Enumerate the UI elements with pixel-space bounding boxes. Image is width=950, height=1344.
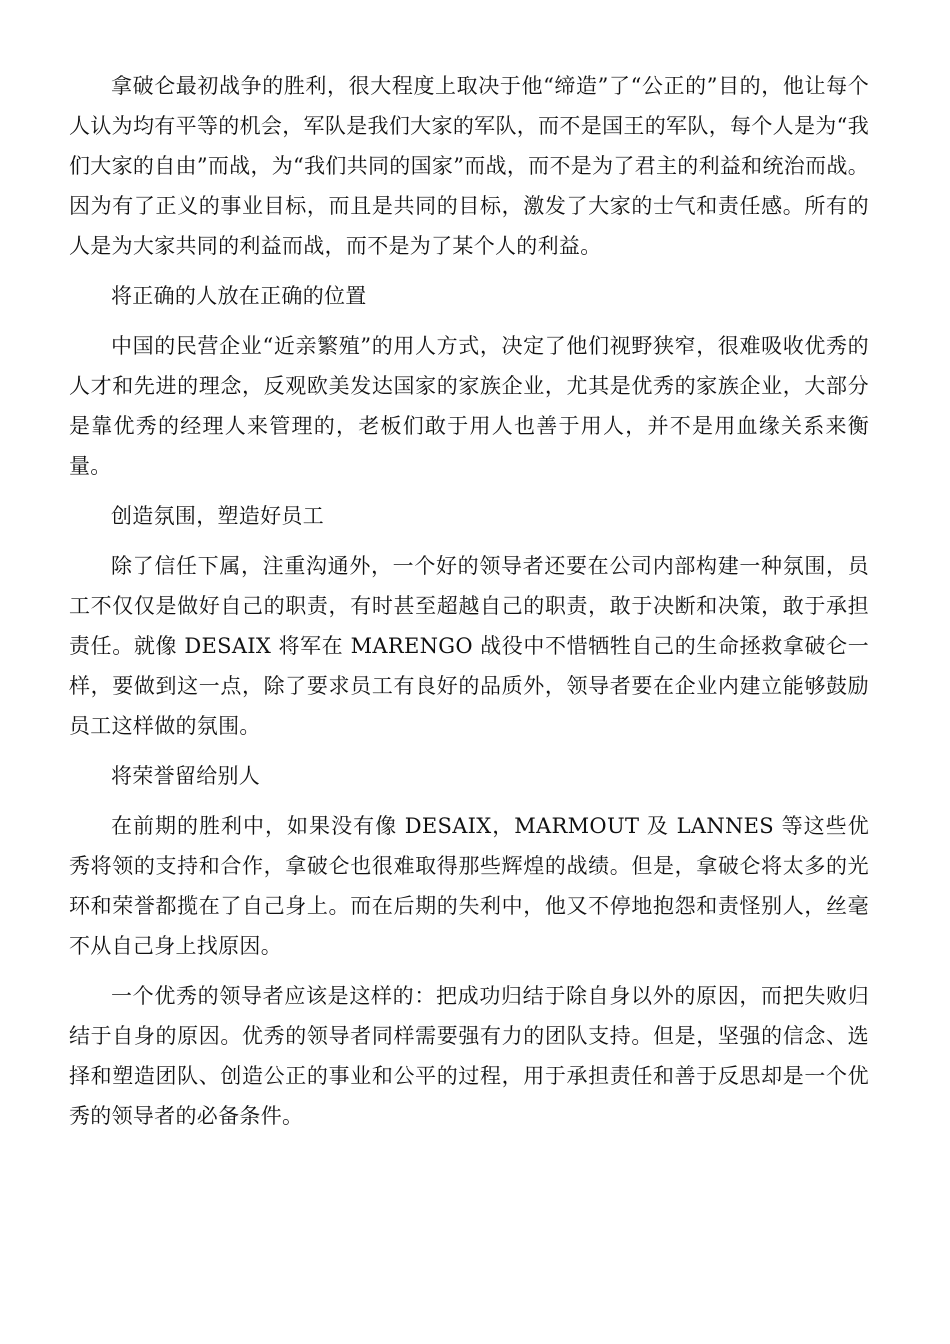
paragraph-private-enterprise: 中国的民营企业“近亲繁殖”的用人方式，决定了他们视野狭窄，很难吸收优秀的人才和先进的理念，反观欧美发达国家的家族企业，尤其是优秀的家族企业，大部分是靠优秀的经理人来管理的，老板们敢于用人也善于用人，并不是用血缘关系来衡量。 — [69, 334, 869, 478]
paragraph-trust-subordinates: 除了信任下属，注重沟通外，一个好的领导者还要在公司内部构建一种氛围，员工不仅仅是做好自己的职责，有时甚至超越自己的职责，敢于决断和决策，敢于承担责任。就像 DESAIX 将军在 MARENGO 战役中不惜牺牲自己的生命拯救拿破仑一样，要做到这一点，除了要求员工有良好的品质外，领导者要在企业内建立能够鼓励员工这样做的氛围。 — [69, 554, 869, 738]
section-heading-honor: 将荣誉留给别人 — [111, 764, 261, 788]
document-page — [69, 66, 869, 1146]
paragraph-napoleon-victories: 拿破仑最初战争的胜利，很大程度上取决于他“缔造”了“公正的”目的，他让每个人认为均有平等的机会，军队是我们大家的军队，而不是国王的军队，每个人是为“我们大家的自由”而战，为“我们共同的国家”而战，而不是为了君主的利益和统治而战。因为有了正义的事业目标，而且是共同的目标，激发了大家的士气和责任感。所有的人是为大家共同的利益而战，而不是为了某个人的利益。 — [69, 74, 869, 258]
paragraph-early-victories: 在前期的胜利中，如果没有像 DESAIX，MARMOUT 及 LANNES 等这些优秀将领的支持和合作，拿破仑也很难取得那些辉煌的战绩。但是，拿破仑将太多的光环和荣誉都揽在了自己身上。而在后期的失利中，他又不停地抱怨和责怪别人，丝毫不从自己身上找原因。 — [69, 814, 869, 958]
section-heading-atmosphere: 创造氛围，塑造好员工 — [111, 504, 324, 528]
paragraph-excellent-leader: 一个优秀的领导者应该是这样的：把成功归结于除自身以外的原因，而把失败归结于自身的原因。优秀的领导者同样需要强有力的团队支持。但是，坚强的信念、选择和塑造团队、创造公正的事业和公平的过程，用于承担责任和善于反思却是一个优秀的领导者的必备条件。 — [69, 984, 869, 1128]
section-heading-right-person: 将正确的人放在正确的位置 — [111, 284, 367, 308]
